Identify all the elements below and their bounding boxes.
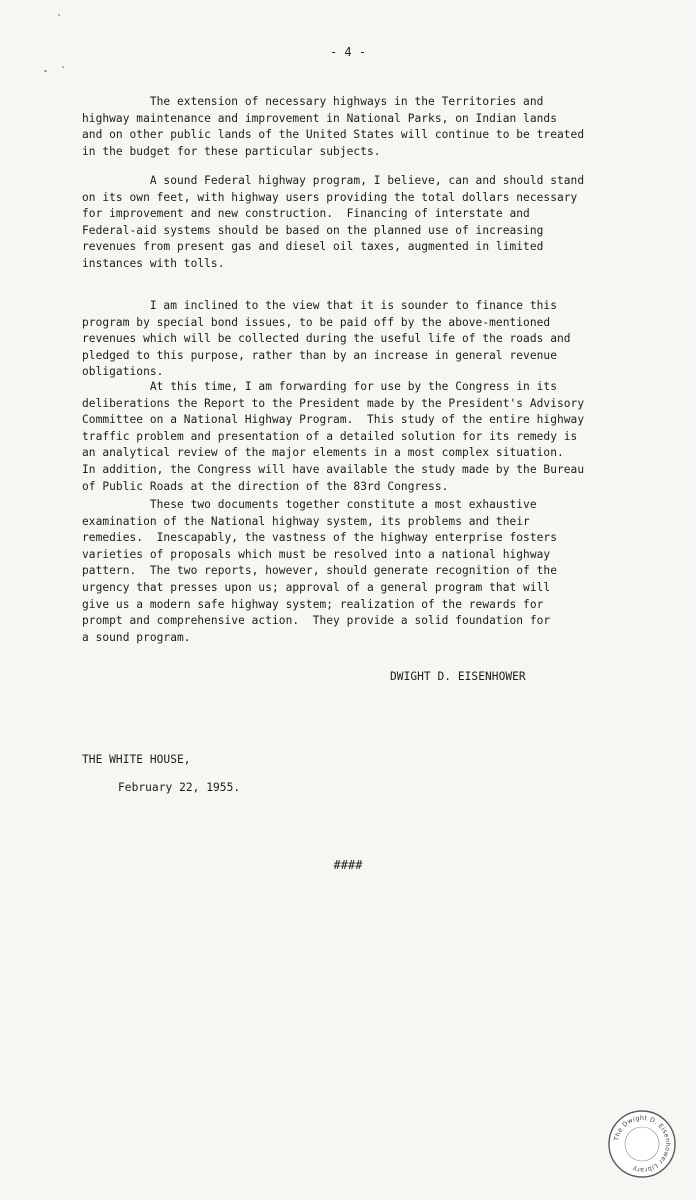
paragraph-federal-program: A sound Federal highway program, I believe, can and should stand on its own feet, with highway users providing the total dollars necessary for improvement and new construction. Financing of interstate and Federal-aid systems should be based on the planned use of increasing revenues from present gas and diesel oil taxes, augmented in limited instances with tolls.	[82, 174, 585, 270]
paragraph-bond-issues: I am inclined to the view that it is sounder to finance this program by special bond issues, to be paid off by the above-mentioned revenues which will be collected during the useful life of the roads and pledged to this purpose, rather than by an increase in general revenue obligations.	[82, 299, 571, 379]
scan-speck	[44, 70, 47, 72]
letter-date: February 22, 1955.	[118, 781, 241, 794]
signature: DWIGHT D. EISENHOWER	[390, 670, 526, 683]
sender-address: THE WHITE HOUSE,	[82, 753, 191, 766]
end-mark: ####	[333, 858, 363, 872]
scan-speck	[58, 14, 60, 16]
stamp-text: The Dwight D. Eisenhower Library	[612, 1113, 673, 1175]
scan-speck	[62, 66, 64, 68]
paragraph-two-documents: These two documents together constitute a most exhaustive examination of the National highway system, its problems and their remedies. Inescapably, the vastness of the highway enterprise fosters varieties of proposals which must be resolved into a national highway pattern. The two reports, however, should generate recognition of the urgency that presses upon us; approval of a general program that will give us a modern safe highway system; realization of the rewards for prompt and comprehensive action. They provide a solid foundation for a sound program.	[82, 498, 557, 644]
paragraph-advisory-report: At this time, I am forwarding for use by the Congress in its deliberations the Report to the President made by the President's Advisory Committee on a National Highway Program. This study of the entire highway traffic problem and presentation of a detailed solution for its remedy is an analytical review of the major elements in a most complex situation. In addition, the Congress will have available the study made by the Bureau of Public Roads at the direction of the 83rd Congress.	[82, 380, 585, 493]
page-number: - 4 -	[329, 45, 367, 59]
paragraph-territories: The extension of necessary highways in the Territories and highway maintenance and improvement in National Parks, on Indian lands and on other public lands of the United States will continue to be treated in the budget for these particular subjects.	[82, 95, 585, 158]
library-stamp-icon	[606, 1108, 678, 1180]
